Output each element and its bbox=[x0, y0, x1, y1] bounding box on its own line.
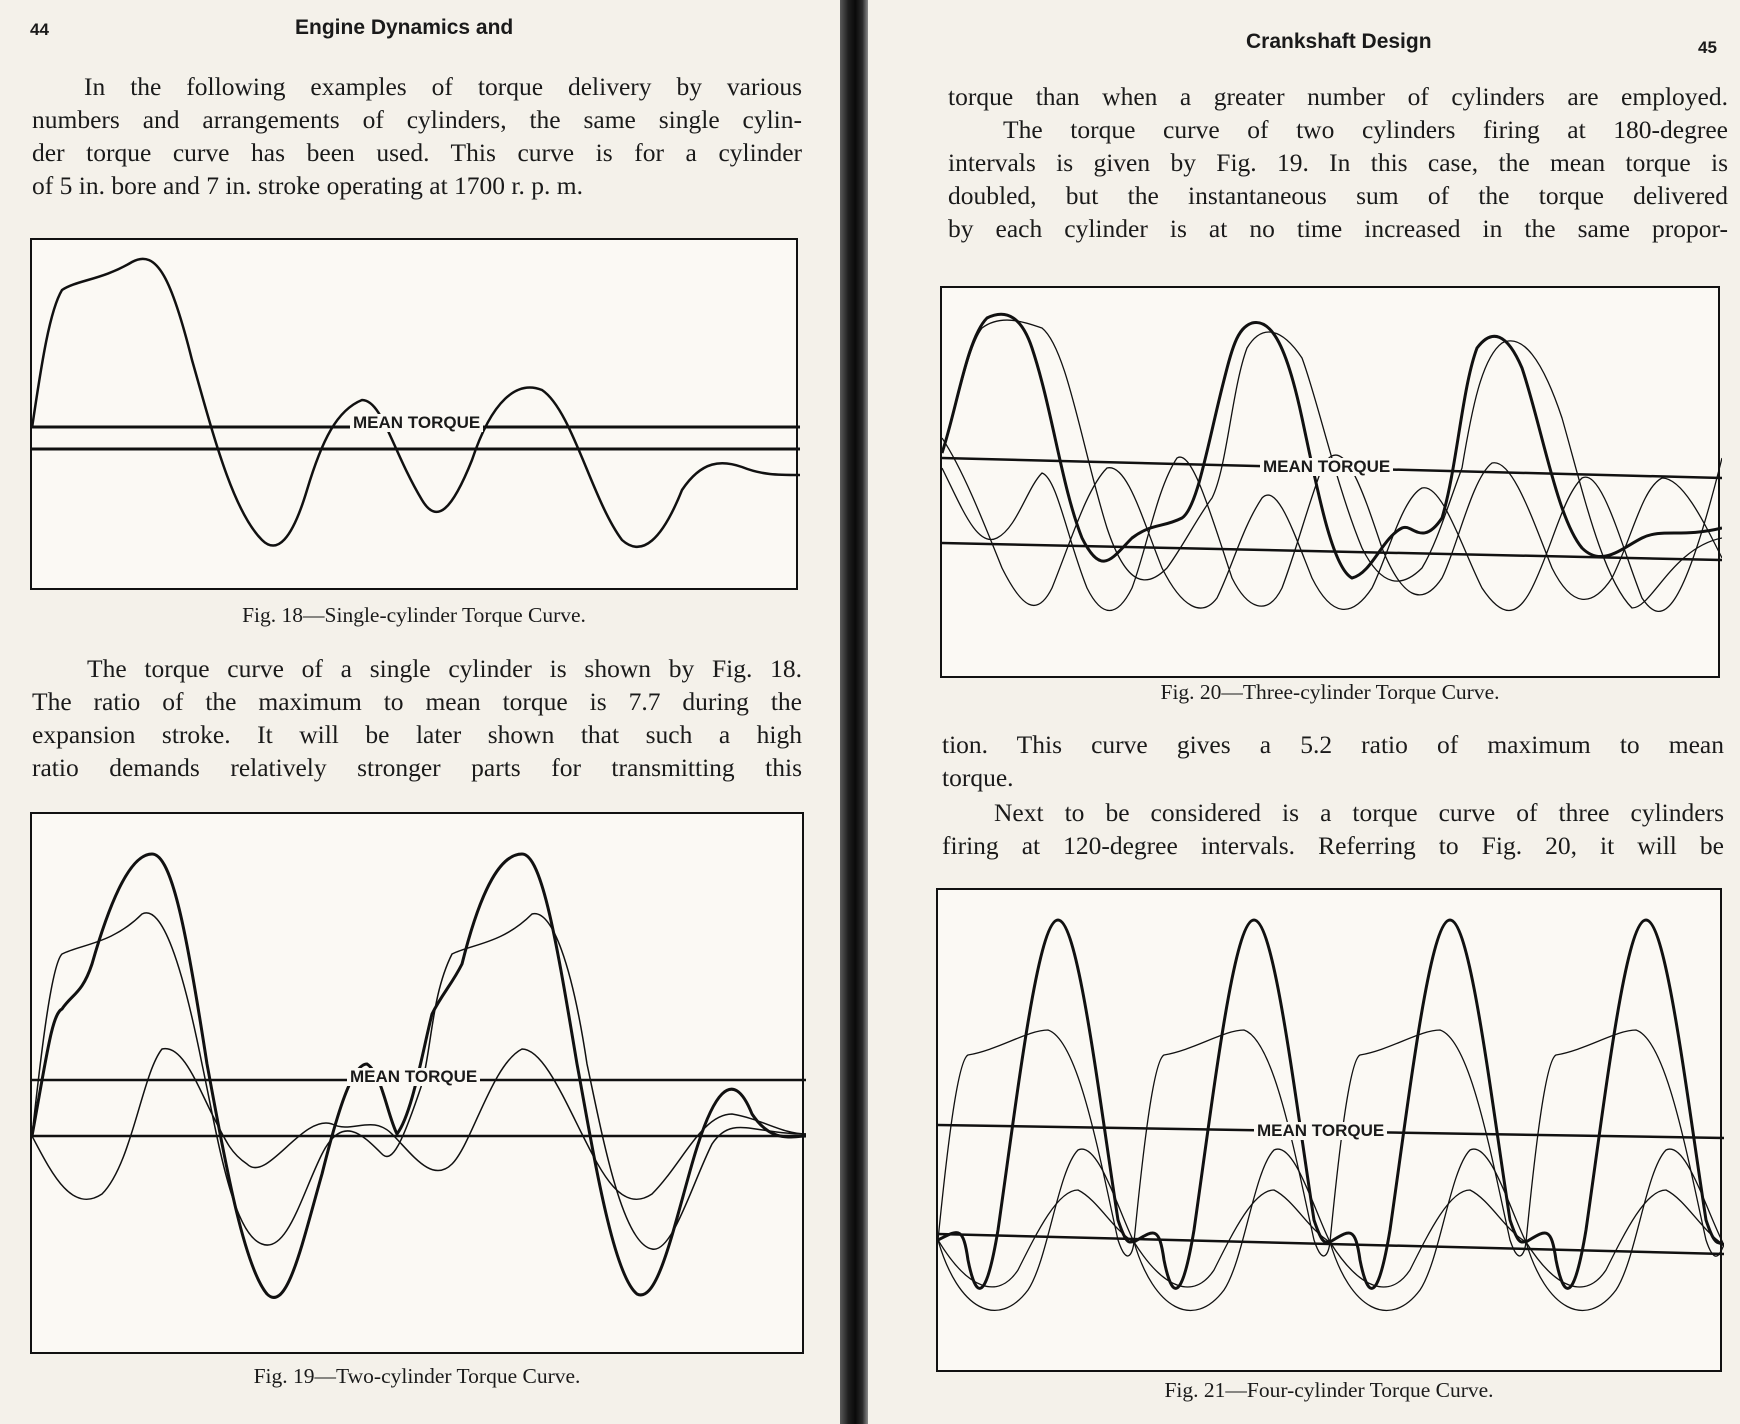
figure-21-caption: Fig. 21—Four-cylinder Torque Curve. bbox=[1164, 1378, 1494, 1402]
individual-cylinder-curves bbox=[938, 1030, 1724, 1310]
text-line: The torque curve of a single cylinder is shown by Fig. 18. bbox=[87, 654, 802, 683]
cylinder-3-torque-curve bbox=[942, 455, 1722, 610]
left-page bbox=[0, 0, 840, 1424]
text-line: tion. This curve gives a 5.2 ratio of maximum to mean bbox=[942, 730, 1724, 759]
text-line: torque. bbox=[942, 763, 1014, 792]
mean-torque-label: MEAN TORQUE bbox=[347, 1068, 480, 1086]
figure-20-plot bbox=[942, 288, 1722, 680]
cylinder-curve bbox=[938, 1030, 1134, 1256]
running-head-right: Crankshaft Design bbox=[1246, 30, 1432, 53]
figure-19-caption: Fig. 19—Two-cylinder Torque Curve. bbox=[253, 1364, 581, 1388]
text-line: expansion stroke. It will be later shown that such a high bbox=[32, 720, 802, 749]
figure-21-four-cylinder-torque-curve bbox=[936, 888, 1722, 1372]
text-line: by each cylinder is at no time increased in the same propor- bbox=[948, 214, 1728, 243]
mean-torque-label: MEAN TORQUE bbox=[1254, 1122, 1387, 1140]
three-cylinder-summed-torque-curve bbox=[942, 314, 1722, 578]
cylinder-curve bbox=[1134, 1030, 1330, 1256]
text-line: numbers and arrangements of cylinders, the same single cylin- bbox=[32, 105, 802, 134]
text-line: firing at 120-degree intervals. Referring to Fig. 20, it will be bbox=[942, 831, 1724, 860]
text-line: ratio demands relatively stronger parts for transmitting this bbox=[32, 753, 802, 782]
running-head-left: Engine Dynamics and bbox=[295, 16, 514, 39]
page-number-right: 45 bbox=[1698, 38, 1717, 57]
text-line: intervals is given by Fig. 19. In this case, the mean torque is bbox=[948, 148, 1728, 177]
text-line: The ratio of the maximum to mean torque is 7.7 during the bbox=[32, 687, 802, 716]
text-line: In the following examples of torque delivery by various bbox=[84, 72, 802, 101]
cylinder-curve bbox=[938, 1190, 1724, 1287]
book-gutter bbox=[840, 0, 868, 1424]
figure-20-caption: Fig. 20—Three-cylinder Torque Curve. bbox=[1160, 680, 1500, 704]
text-line: der torque curve has been used. This curve is for a cylinder bbox=[32, 138, 802, 167]
text-line: The torque curve of two cylinders firing at 180-degree bbox=[1003, 115, 1728, 144]
left-paragraph-1 bbox=[32, 70, 802, 202]
left-paragraph-2 bbox=[32, 652, 802, 784]
right-paragraph-3 bbox=[942, 796, 1724, 862]
right-page bbox=[868, 0, 1740, 1424]
text-line: doubled, but the instantaneous sum of the torque delivered bbox=[948, 181, 1728, 210]
right-paragraph-2 bbox=[942, 728, 1724, 794]
figure-20-three-cylinder-torque-curve bbox=[940, 286, 1720, 678]
single-cylinder-torque-curve bbox=[32, 259, 800, 547]
figure-18-caption: Fig. 18—Single-cylinder Torque Curve. bbox=[242, 603, 586, 627]
text-line: Next to be considered is a torque curve of three cylinders bbox=[994, 798, 1724, 827]
figure-19-two-cylinder-torque-curve bbox=[30, 812, 804, 1354]
figure-18-single-cylinder-torque-curve bbox=[30, 238, 798, 590]
right-paragraph-1 bbox=[948, 80, 1728, 245]
page-number-left: 44 bbox=[30, 20, 49, 39]
mean-torque-label: MEAN TORQUE bbox=[350, 414, 483, 432]
cylinder-curve bbox=[1330, 1030, 1526, 1256]
mean-torque-label: MEAN TORQUE bbox=[1260, 458, 1393, 476]
text-line: torque than when a greater number of cylinders are employed. bbox=[948, 82, 1728, 111]
text-line: of 5 in. bore and 7 in. stroke operating at 1700 r. p. m. bbox=[32, 171, 583, 200]
